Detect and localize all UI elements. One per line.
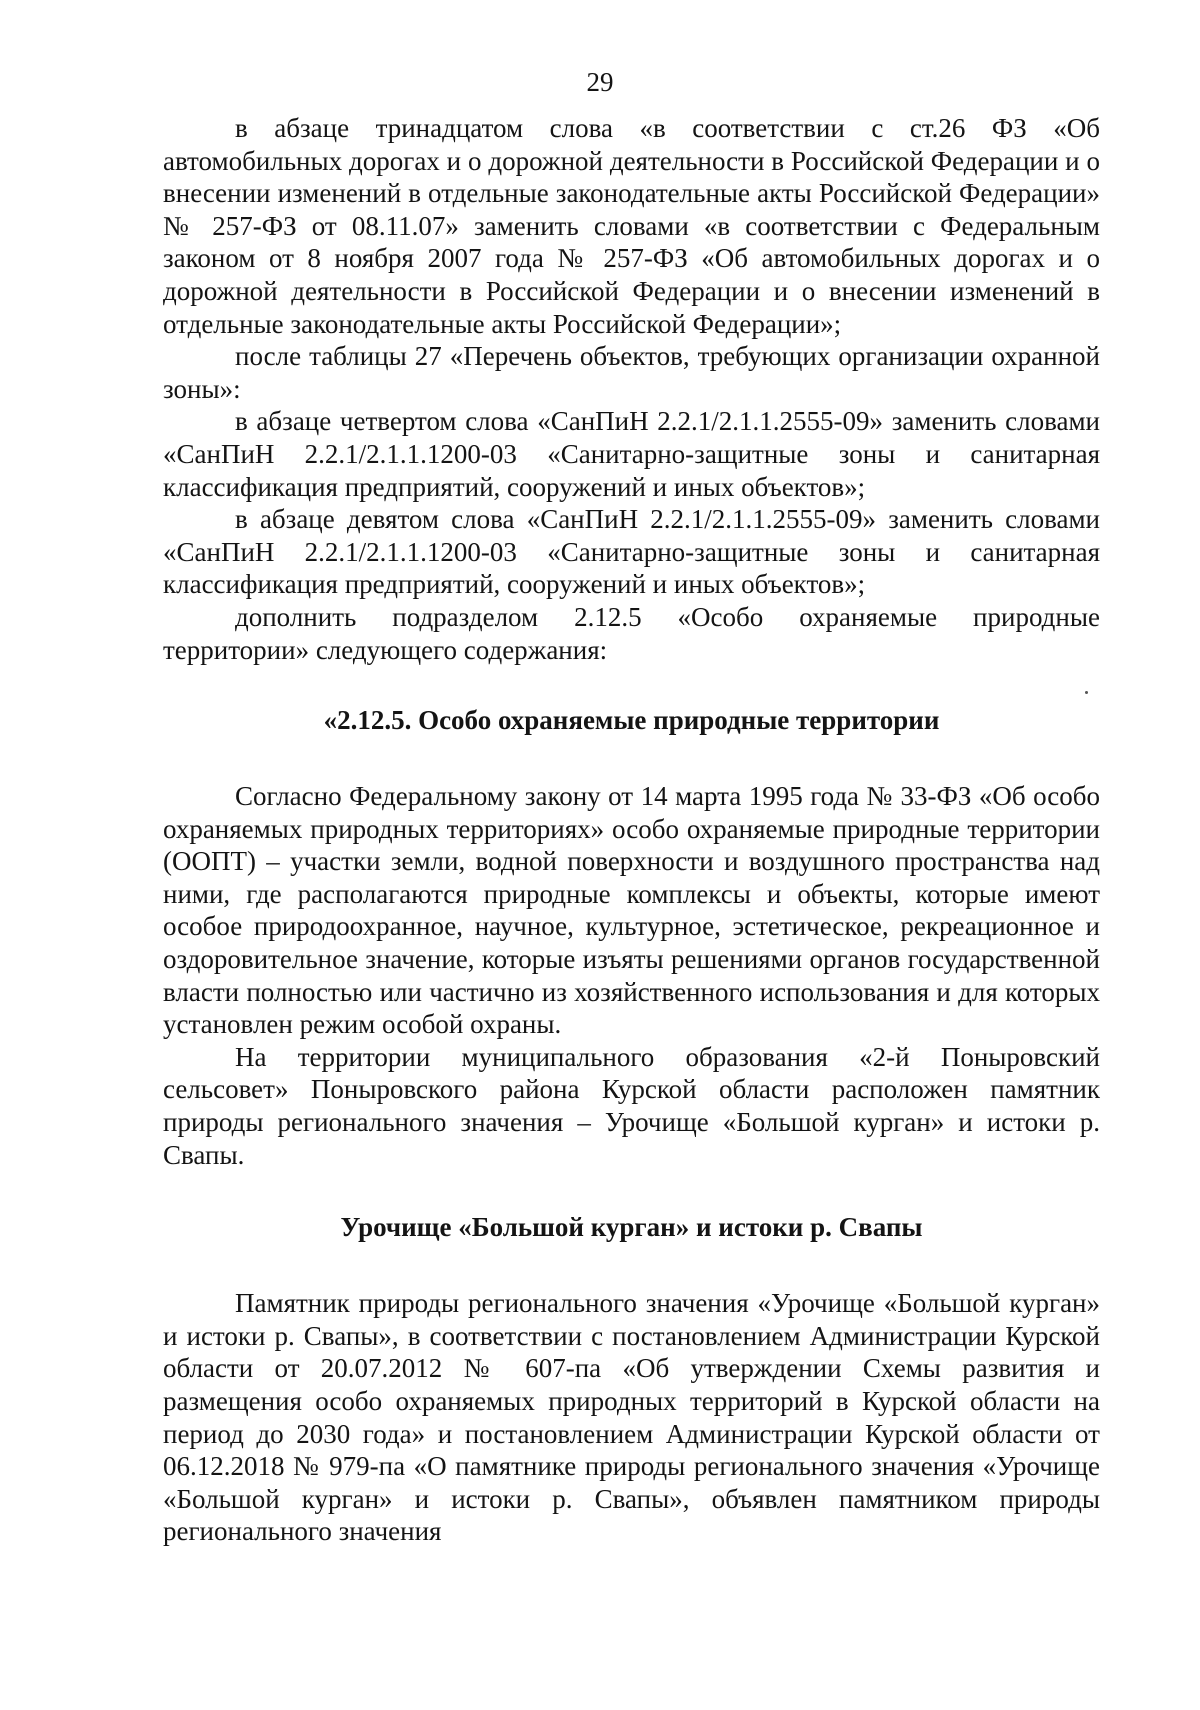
paragraph: в абзаце тринадцатом слова «в соответствии с ст.26 ФЗ «Об автомобильных дорогах и о дорожной деятельности в Российской Федерации и о внесении изменений в отдельные законодательные акты Российской Федерации» № 257-ФЗ от 08.11.07» заменить словами «в соответствии с Федеральным законом от 8 ноября 2007 года № 257-ФЗ «Об автомобильных дорогах и о дорожной деятельности в Российской Федерации и о внесении изменений в отдельные законодательные акты Российской Федерации»; — [163, 113, 1100, 339]
paragraph: в абзаце девятом слова «СанПиН 2.2.1/2.1.1.2555-09» заменить словами «СанПиН 2.2.1/2.1.1.1200-03 «Санитарно-защитные зоны и санитарная классификация предприятий, сооружений и иных объектов»; — [163, 504, 1100, 600]
paragraph: после таблицы 27 «Перечень объектов, требующих организации охранной зоны»: — [163, 341, 1100, 404]
section-heading: «2.12.5. Особо охраняемые природные территории — [323, 705, 940, 736]
document-body — [163, 112, 1100, 1548]
paragraph: дополнить подразделом 2.12.5 «Особо охраняемые природные территории» следующего содержания: — [163, 601, 1100, 665]
paragraph: Согласно Федеральному закону от 14 марта 1995 года № 33-ФЗ «Об особо охраняемых природных территориях» особо охраняемые природные территории (ООПТ) – участки земли, водной поверхности и воздушного пространства над ними, где располагаются природные комплексы и объекты, которые имеют особое природоохранное, научное, культурное, эстетическое, рекреационное и оздоровительное значение, которые изъяты решениями органов государственной власти полностью или частично из хозяйственного использования и для которых установлен режим особой охраны. — [163, 781, 1100, 1040]
subsection-heading: Урочище «Большой курган» и истоки р. Свапы — [340, 1212, 923, 1243]
paragraph: Памятник природы регионального значения «Урочище «Большой курган» и истоки р. Свапы», в соответствии с постановлением Администрации Курской области от 20.07.2012 № 607-па «Об утверждении Схемы развития и размещения особо охраняемых природных территорий в Курской области на период до 2030 года» и постановлением Администрации Курской области от 06.12.2018 № 979-па «О памятнике природы регионального значения «Урочище «Большой курган» и истоки р. Свапы», объявлен памятником природы регионального значения — [163, 1288, 1100, 1547]
paragraph: На территории муниципального образования «2-й Поныровский сельсовет» Поныровского района Курской области расположен памятник природы регионального значения – Урочище «Большой курган» и истоки р. Свапы. — [163, 1041, 1100, 1170]
page-number: 29 — [586, 67, 614, 97]
paragraph: в абзаце четвертом слова «СанПиН 2.2.1/2.1.1.2555-09» заменить словами «СанПиН 2.2.1/2.1.1.1200-03 «Санитарно-защитные зоны и санитарная классификация предприятий, сооружений и иных объектов»; — [163, 406, 1100, 502]
scan-speck — [1085, 691, 1088, 694]
